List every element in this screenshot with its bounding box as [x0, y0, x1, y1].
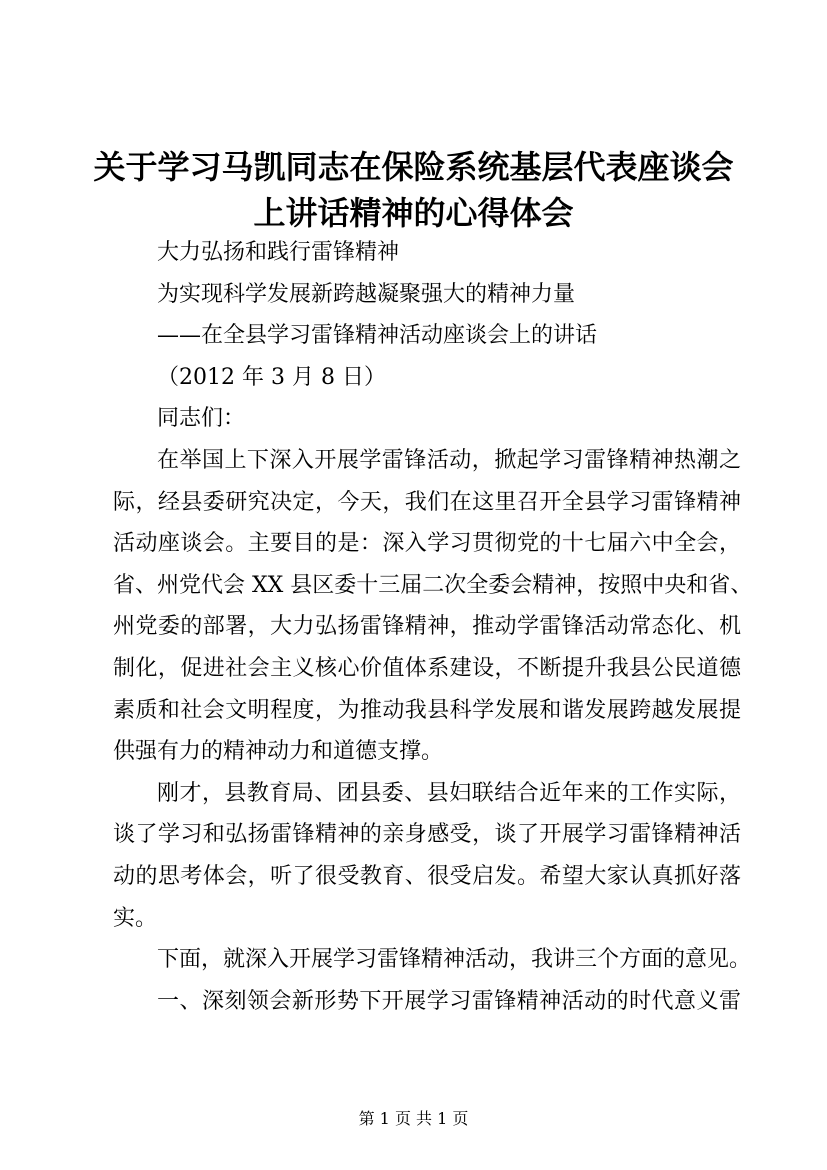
paragraph-line: 下面，就深入开展学习雷锋精神活动，我讲三个方面的意见。	[157, 947, 752, 973]
paragraph-line: 州党委的部署，大力弘扬雷锋精神，推动学雷锋活动常态化、机	[113, 614, 741, 640]
date-line: （2012 年 3 月 8 日）	[157, 364, 386, 390]
paragraph-line: 实。	[113, 905, 158, 931]
paragraph-line: 省、州党代会 XX 县区委十三届二次全委会精神，按照中央和省、	[113, 572, 753, 598]
title-line-1: 关于学习马凯同志在保险系统基层代表座谈会	[93, 148, 734, 186]
page-footer: 第 1 页 共 1 页	[358, 1109, 469, 1128]
paragraph-1	[113, 440, 753, 773]
paragraph-line: 供强有力的精神动力和道德支撑。	[113, 739, 444, 765]
document-body	[113, 232, 753, 1022]
paragraph-3	[113, 939, 752, 981]
title-line-2: 上讲话精神的心得体会	[253, 194, 574, 232]
paragraph-line: 动的思考体会，听了很受教育、很受启发。希望大家认真抓好落	[113, 863, 741, 889]
subtitle-line: ——在全县学习雷锋精神活动座谈会上的讲话	[157, 323, 598, 349]
paragraph-line: 际，经县委研究决定，今天，我们在这里召开全县学习雷锋精神	[113, 489, 741, 515]
paragraph-line: 一、深刻领会新形势下开展学习雷锋精神活动的时代意义雷	[157, 988, 741, 1014]
document-title	[90, 144, 737, 236]
paragraph-line: 谈了学习和弘扬雷锋精神的亲身感受，谈了开展学习雷锋精神活	[113, 822, 741, 848]
paragraph-line: 活动座谈会。主要目的是：深入学习贯彻党的十七届六中全会，	[113, 531, 741, 557]
salutation: 同志们：	[157, 406, 246, 432]
paragraph-2	[113, 773, 741, 939]
subtitle-line: 大力弘扬和践行雷锋精神	[157, 240, 400, 265]
paragraph-line: 刚才，县教育局、团县委、县妇联结合近年来的工作实际，	[157, 780, 741, 806]
paragraph-4	[113, 981, 741, 1023]
subtitle-line: 为实现科学发展新跨越凝聚强大的精神力量	[157, 281, 576, 307]
paragraph-line: 制化，促进社会主义核心价值体系建设，不断提升我县公民道德	[113, 655, 741, 681]
paragraph-line: 在举国上下深入开展学雷锋活动，掀起学习雷锋精神热潮之	[157, 447, 741, 473]
paragraph-line: 素质和社会文明程度，为推动我县科学发展和谐发展跨越发展提	[113, 697, 741, 723]
